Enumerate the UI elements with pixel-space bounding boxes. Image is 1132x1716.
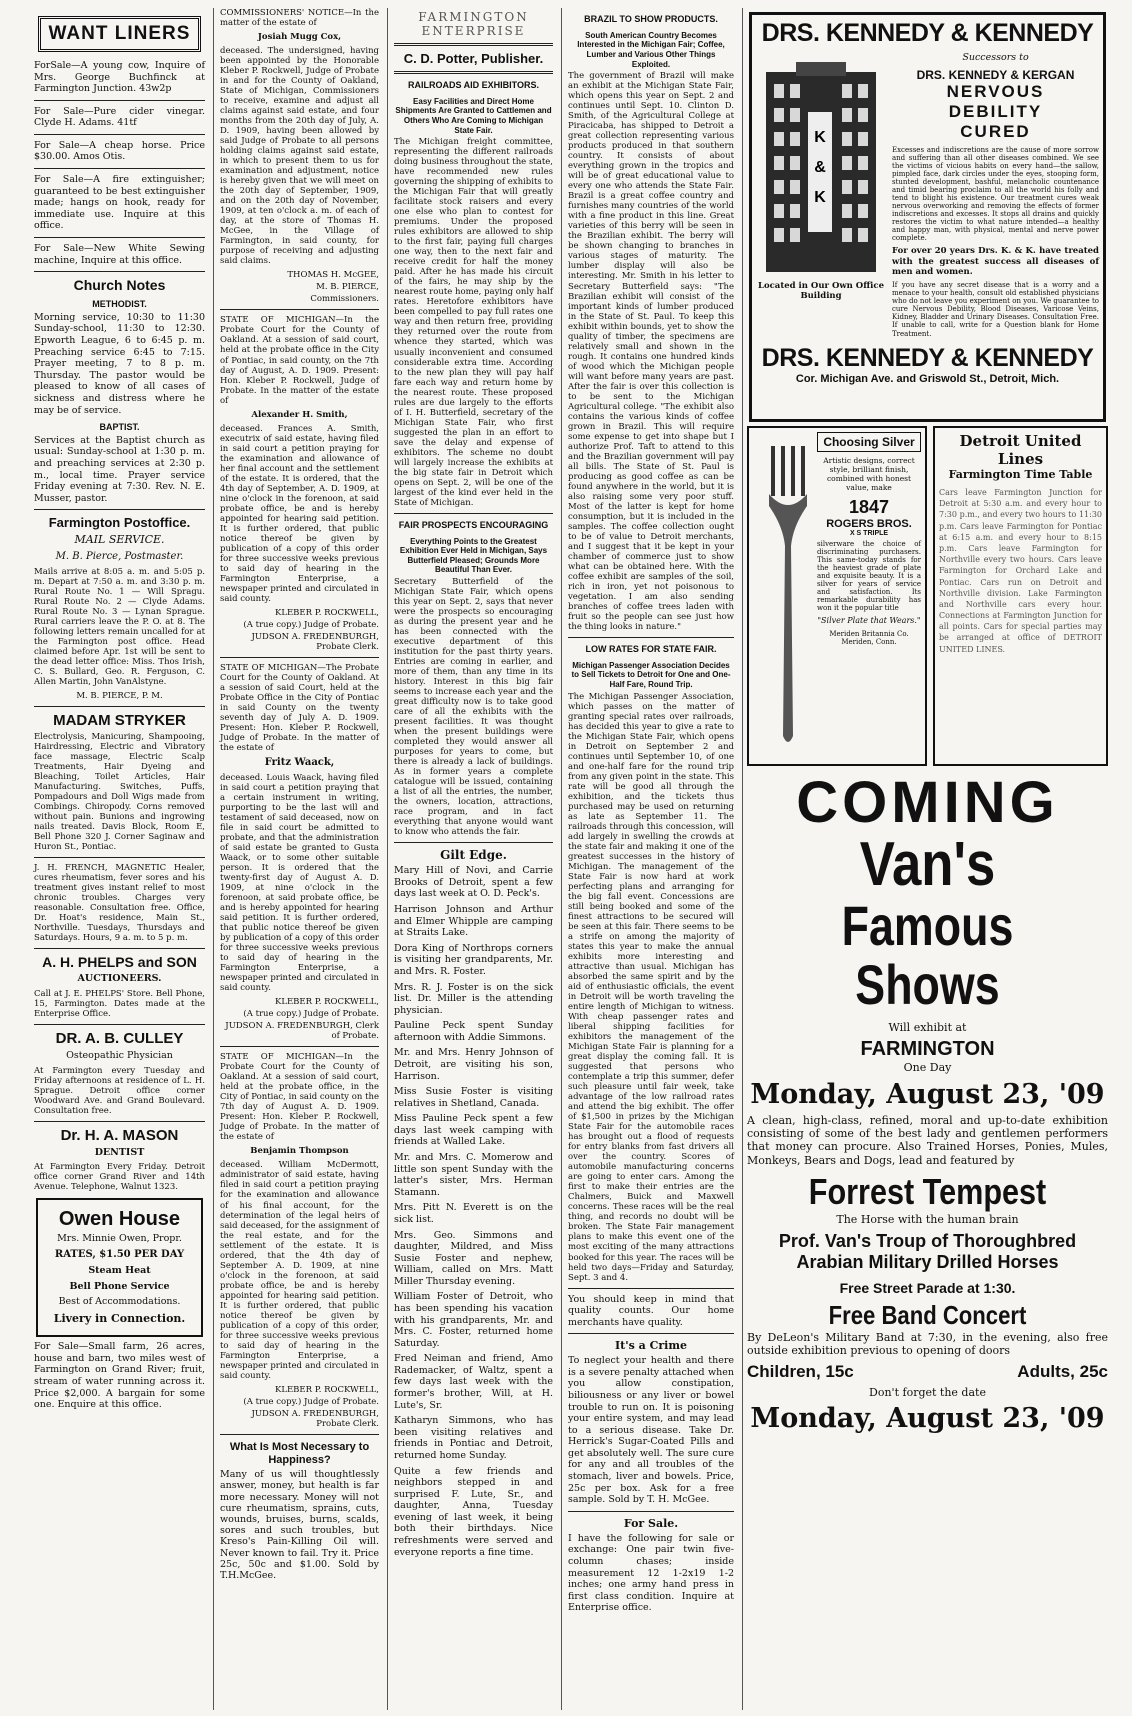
column-3	[387, 8, 559, 1710]
children-price: Children, 15c	[747, 1361, 854, 1381]
divider	[34, 168, 205, 169]
owen-house-ad	[36, 1198, 203, 1337]
gilt-edge-item: Katharyn Simmons, who has been visiting relatives and friends in Pontiac and Detroit, returned home Sunday.	[394, 1415, 553, 1461]
dul-subheading: Farmington Time Table	[948, 468, 1093, 481]
mason-subheading: DENTIST	[94, 1146, 145, 1158]
divider	[34, 706, 205, 707]
kennedy-previous-firm: DRS. KENNEDY & KERGAN	[916, 67, 1075, 82]
want-liners-heading: WANT LINERS	[38, 16, 201, 52]
silver-brand: ROGERS BROS.	[826, 517, 912, 530]
thompson-signature-2: (A true copy.) Judge of Probate.	[243, 1396, 379, 1407]
postmaster-name: M. B. Pierce, Postmaster.	[55, 550, 184, 562]
kennedy-successors: Successors to	[962, 52, 1029, 63]
thompson-signature-1: KLEBER P. ROCKWELL,	[274, 1384, 379, 1395]
gilt-edge-item: William Foster of Detroit, who has been spending his vacation with his grandparents, Mr. and Mrs. C. Foster, returned home Saturday.	[394, 1291, 553, 1349]
vans-heading: Van's	[859, 830, 996, 899]
culley-text: At Farmington every Tuesday and Friday afternoons at residence of L. H. Sprague. Detroit office corner Woodward Ave. and Grand Boulevard. Consultation free.	[34, 1065, 205, 1116]
kennedy-guarantee: If you have any secret disease that is a worry and a menace to your health, consult old established physicians who do not leave you experiment on you. We guarantee to cure Nervous Debility, Blood Diseases, Varicose Veins, Kidney, Bladder and Urinary Diseases. Consultation Free. If unable to call, write for a Question blank for Home Treatment.	[892, 281, 1099, 338]
french-text: J. H. FRENCH, MAGNETIC Healer, cures rheumatism, fever sores and his treatment gives instant relief to most chronic troubles. Charges very reasonable. Consultation free. Office, Dr. Hoat's residence, Main St., Northville. Tuesdays, Thursdays and Saturdays. Hours, 9 a. m. to 5 p. m.	[34, 863, 205, 944]
farm-sale-ad: For Sale—Small farm, 26 acres, house and barn, two miles west of Farmington on Grand River; fruit, stream of water running across it. Price $2,000. A bargain for some one. Enquire at this office.	[34, 1341, 205, 1411]
waack-text: deceased. Louis Waack, having filed in said court a petition praying that a certain instrument in writing, purporting to be the last will and testament of said deceased, now on file in said court be admitted to probate, and that the administration of said estate be granted to Gusta Waack, or to some other suitable person. It is ordered that the twenty-first day of August A. D. 1909, at nine o'clock in the forenoon, at said probate office, be and is hereby appointed for hearing said petition. It is further ordered, that public notice thereof be given by publication of a copy of this order for three successive weeks previous to said day of hearing in the Farmington Enterprise, a newspaper printed and circulated in said county.	[220, 772, 379, 994]
owen-proprietor: Mrs. Minnie Owen, Propr.	[57, 1233, 182, 1245]
divider	[394, 513, 553, 514]
column-1	[28, 8, 211, 1710]
gilt-edge-item: Mary Hill of Novi, and Carrie Brooks of Detroit, spent a few days last week at O. D. Peck's.	[394, 865, 553, 900]
mail-text: Mails arrive at 8:05 a. m. and 5:05 p. m. Depart at 7:50 a. m. and 3:30 p. m. Rural Route No. 1 — Will Spragu. Rural Route No. 2 — Clyde Adams. Rural Route No. 3 — Lynan Sprague. Rural carriers leave the P. O. at 8. The following letters remain uncalled for at the Farmington post office. Head claimed before Apr. 1st will be sent to the dead letter office: Miss. Thos Irish, C. S. Bullard, Geo. R. Ferguson, C. Allen Martin, John VanAlstyne.	[34, 566, 205, 688]
divider	[220, 1046, 379, 1047]
smith-intro: STATE OF MICHIGAN—In the Probate Court for the County of Oakland. At a session of said court, held at the probate office in the City of Pontiac, in said county, on the 7th day of August, A. D. 1909. Present: Hon. Kleber P. Rockwell, Judge of Probate. In the matter of the estate of	[220, 315, 379, 406]
band-concert-heading: Free Band Concert	[828, 1299, 1027, 1330]
divider	[568, 1333, 734, 1334]
gilt-edge-list	[394, 865, 553, 1558]
owen-steam-heat: Steam Heat	[88, 1265, 151, 1277]
culley-subheading: Osteopathic Physician	[66, 1050, 173, 1062]
column-2	[213, 8, 385, 1710]
dul-schedule: Cars leave Farmington Junction for Detroit at 5:30 a.m. and every hour to 7:30 p.m., and every two hours to 11:30 p.m. Cars leave Farmington for Pontiac at 6:15 a.m. and every hour to 8:15 p.m. Cars leave Farmington for Northville every two hours. Cars leave Farmington for Orchard Lake and Pontiac. Cars run on Detroit and Northville division. Lake Farmington and Northville cars every hour. Connections at Farmington Junction for all points. Cars for special parties may be arranged at office of DETROIT UNITED LINES.	[939, 488, 1102, 654]
divider	[34, 134, 205, 135]
column-4	[561, 8, 740, 1710]
silver-triple: X S TRIPLE	[849, 529, 889, 537]
classified-ad: ForSale—A young cow, Inquire of Mrs. George Buchfinck at Farmington Junction. 43w2p	[34, 60, 205, 95]
divider	[34, 237, 205, 238]
waack-estate-name: Fritz Waack,	[264, 757, 335, 769]
baptist-label: BAPTIST.	[99, 422, 140, 433]
notice-heading: COMMISSIONERS' NOTICE—In the matter of the estate of	[220, 8, 379, 29]
brazil-text: The government of Brazil will make an exhibit at the Michigan State Fair, which opens this year on Sept. 2 and continues until Sept. 10. Clinton D. Smith, of the Agricultural College at Piracicaba, has shipped to Detroit a great collection representing various products produced in that southern country. It consists of about everything grown in the tropics and will be of great educational value to every one who attends the State Fair. Brazil is a great coffee country and furnishes many countries of the world with a fine product in this line. Great varieties of this berry will be seen in the Brazilian exhibit. The berry will be shown changing to branches in various stages of maturity. The lumber display will also be interesting. Mr. Smith in his letter to Secretary Butterfield says: "The Brazilian exhibit will consist of the important kinds of lumber produced in the State of St. Paul. To keep this exhibit within bounds, yet to show the quality of timber, the specimens are relatively small and shown in the rough. It contains one hundred kinds of wood which the Michigan people will want before many years are past. After the fair is over this collection is to be sent to the Michigan Agricultural college. "The exhibit also contains the various kinds of coffee grown in Brazil. This will require some expense to get into shape but I authorize Prof. Taft to attend to this and the Brazilian government will pay all bills. The State of St. Paul is producing as good coffee as can be found anywhere in the world, but it is also raising some very poor stuff. Most of the latter is kept for home consumption, but it is included in the samples. The coffee collection ought to be of value to Detroit merchants, and I suggest that it be kept in your chamber of commerce just to show what can be obtained here. With the coffee exhibit are samples of the soil, rich in iron, yet not poisonous to vegetation. I am also sending branches of coffee trees laden with fruit so the people can see just how the thing looks in nature."	[568, 71, 734, 633]
band-concert-text: By DeLeon's Military Band at 7:30, in the evening, also free outside exhibition previous to opening of doors	[747, 1330, 1108, 1358]
fork-icon	[753, 436, 823, 756]
waack-intro: STATE OF MICHIGAN—The Probate Court for the County of Oakland. At a session of said Court, held at the Probate Office in the City of Pontiac in said County on the twenty seventh day of July A. D. 1909. Present: Hon. Kleber P. Rockwell, Judge of Probate. In the matter of the estate of	[220, 662, 379, 754]
crime-text: To neglect your health and there is a severe penalty attached when you allow constipation, biliousness or any liver or bowel trouble to run on. It is poisoning your entire system, and may lead to a serious disease. Take Dr. Herrick's Sugar-Coated Pills and get absolutely well. The sure cure for any and all troubles of the stomach, liver and bowels. Price, 25c per box. Ask for a free sample. Sold by T. H. McGee.	[568, 1355, 734, 1506]
classified-ad: For Sale—A cheap horse. Price $30.00. Amos Otis.	[34, 139, 205, 163]
show-date-bottom: Monday, August 23, '09	[750, 1402, 1105, 1434]
mail-service-label: MAIL SERVICE.	[74, 533, 165, 547]
svg-text:K: K	[814, 129, 826, 146]
gilt-edge-item: Miss Susie Foster is visiting relatives in Shetland, Canada.	[394, 1086, 553, 1109]
divider	[220, 1434, 379, 1435]
divider	[34, 509, 205, 510]
owen-accommodations: Best of Accommodations.	[58, 1296, 181, 1308]
gilt-edge-item: Mrs. Pitt N. Everett is on the sick list.	[394, 1202, 553, 1225]
owen-house-heading: Owen House	[58, 1208, 181, 1231]
divider	[34, 100, 205, 101]
divider	[220, 657, 379, 658]
mail-signature: M. B. PIERCE, P. M.	[76, 691, 163, 702]
kennedy-debility: DEBILITY	[948, 101, 1043, 121]
gilt-edge-item: Mrs. Geo. Simmons and daughter, Mildred, and Miss Susie Foster and nephew, William, called on Mrs. Matt Miller Thursday evening.	[394, 1229, 553, 1287]
divider	[34, 857, 205, 858]
publisher-line: C. D. Potter, Publisher.	[403, 51, 544, 66]
divider	[34, 1024, 205, 1025]
culley-heading: DR. A. B. CULLEY	[55, 1030, 184, 1048]
phelps-subheading: AUCTIONEERS.	[77, 973, 162, 985]
church-notes-heading: Church Notes	[73, 277, 166, 294]
divider	[568, 1511, 734, 1512]
horse-tagline: The Horse with the human brain	[836, 1213, 1019, 1227]
divider	[394, 71, 553, 74]
gilt-edge-item: Miss Pauline Peck spent a few days last week camping with friends at Walled Lake.	[394, 1113, 553, 1148]
brazil-subheading: South American Country Becomes Interested in the Michigan Fair; Coffee, Lumber and Various Other Things Exploited.	[577, 30, 725, 69]
crime-heading: It's a Crime	[615, 1339, 687, 1353]
fair-prospects-subheading: Everything Points to the Greatest Exhibition Ever Held in Michigan, Says Butterfield Pleased; Grounds More Beautiful Than Ever.	[399, 536, 548, 575]
notice-signature-3: Commissioners.	[310, 294, 379, 305]
divider	[568, 1288, 734, 1289]
happiness-text: Many of us will thoughtlessly answer, money, but health is far more necessary. Money will not cure rheumatism, sprains, cuts, wounds, bruises, burns, scalds, sores and such troubles, but Kreso's Pain-Killing Oil will. Never known to fail. Try it. Price 25c, 50c and $1.00. Sold by T.H.McGee.	[220, 1469, 379, 1582]
classified-ad: For Sale—A fire extinguisher; guaranteed to be best extinguisher made; hangs on hook, ready for immediate use. Inquire at this office.	[34, 174, 205, 232]
waack-signature-2: (A true copy.) Judge of Probate.	[243, 1009, 379, 1020]
stryker-heading: MADAM STRYKER	[53, 712, 186, 730]
svg-text:&: &	[814, 159, 826, 176]
kennedy-text: Excesses and indiscretions are the cause of more sorrow and suffering than all other diseases combined. We see the victims of vicious habits on every hand—the sallow, pimpled face, dark circles under the eyes, stooping form, stunted development, bashful, melancholic countenance and timid bearing proclaim to all the world his folly and tend to blight his existence. Our treatment cures weak nervous overworking and removing the effects of former indiscretions and excesses. It stops all drains and quickly restores the victim to what nature intended—a healthy and happy man, with physical, mental and nerve power complete.	[892, 145, 1099, 243]
notice-signature-1: THOMAS H. McGEE,	[287, 270, 379, 281]
gilt-edge-item: Mr. and Mrs. Henry Johnson of Detroit, are visiting his son, Harrison.	[394, 1047, 553, 1082]
notice-signature-2: M. B. PIERCE,	[316, 282, 379, 293]
gilt-edge-item: Mr. and Mrs. C. Momerow and little son spent Sunday with the latter's sister, Mrs. Herman Stamann.	[394, 1152, 553, 1198]
thompson-signature-3: JUDSON A. FREDENBURGH, Probate Clerk.	[251, 1408, 379, 1429]
kennedy-cured: CURED	[960, 121, 1031, 141]
gilt-edge-heading: Gilt Edge.	[440, 848, 507, 863]
divider	[568, 637, 734, 638]
baptist-text: Services at the Baptist church as usual: Sunday-school at 1:30 p. m. and preaching services at 2:30 p. m., local time. Prayer service Friday evening at 7:30. Rev. N. E. Musser, pastor.	[34, 434, 205, 504]
owen-phone: Bell Phone Service	[69, 1280, 170, 1292]
show-date: Monday, August 23, '09	[750, 1078, 1105, 1110]
rogers-silver-ad	[747, 426, 927, 766]
kennedy-title: DRS. KENNEDY & KENNEDY	[761, 19, 1094, 47]
smith-signature-3: JUDSON A. FREDENBURGH, Probate Clerk.	[251, 631, 379, 652]
dont-forget: Don't forget the date	[869, 1385, 986, 1399]
will-exhibit: Will exhibit at	[888, 1020, 967, 1034]
silver-heading: Choosing Silver	[817, 432, 921, 452]
phelps-heading: A. H. PHELPS and SON	[42, 954, 197, 971]
kennedy-bottom-title: DRS. KENNEDY & KENNEDY	[761, 343, 1094, 372]
happiness-heading: What Is Most Necessary to Happiness?	[229, 1440, 370, 1467]
detroit-united-lines-ad	[933, 426, 1108, 766]
railroads-text: The Michigan freight committee, representing the different railroads doing business throughout the state, have recommended new rules governing the shipping of exhibits to the Michigan Fair that will greatly facilitate stock raisers and every one else who plan to contest for premiums. Under the proposed rules exhibitors are allowed to ship to the first fair, paying full charges one way, then to the next fair and receive credit for half the money paid. After he has made his circuit of the fairs, he may ship by the nearest route home, paying only half rates. Heretofore exhibitors have been compelled to pay full rates one way and then return free, providing they returned over the route from whence they started, which was usually inconvenient and consumed considerable extra time. According to the new plan they will pay half fare each way and return home by the nearest route. These proposed rules are due largely to the efforts of I. H. Butterfield, secretary of the Michigan State Fair, who first suggested the plan in an effort to save the delay and expense of exhibitors. The scheme no doubt will largely increase the exhibits at the big state fair in Detroit which opens on Sept. 2, will be one of the largest of the kind ever held in the State of Michigan.	[394, 137, 553, 508]
railroads-heading: RAILROADS AID EXHIBITORS.	[407, 80, 539, 90]
owen-livery: Livery in Connection.	[53, 1311, 186, 1325]
adults-price: Adults, 25c	[1017, 1361, 1108, 1381]
divider	[220, 309, 379, 310]
street-parade: Free Street Parade at 1:30.	[839, 1279, 1016, 1296]
gilt-edge-item: Fred Neiman and friend, Amo Rademacker, of Waltz, spent a few days last week with the former's brother, Will, at H. Lute's, Sr.	[394, 1353, 553, 1411]
mason-text: At Farmington Every Friday. Detroit office corner Grand River and 14th Avenue. Telephone, Walnut 1323.	[34, 1162, 205, 1193]
silver-details: silverware the choice of discriminating purchasers. This same-today stands for the heaviest grade of plate and exquisite beauty. It is a silver for years of service and satisfaction. Its remarkable durability has won it the popular title	[817, 539, 921, 612]
quality-text: You should keep in mind that quality counts. Our home merchants have quality.	[568, 1293, 734, 1328]
owen-rates: RATES, $1.50 PER DAY	[54, 1248, 185, 1260]
troupe-heading: Prof. Van's Troup of Thoroughbred Arabian Military Drilled Horses	[778, 1230, 1077, 1273]
railroads-subheading: Easy Facilities and Direct Home Shipments Are Granted to Cattlemen and Others Who Are Coming to Michigan State Fair.	[395, 96, 552, 135]
show-description: A clean, high-class, refined, moral and up-to-date exhibition consisting of some of the best lady and gentlemen performers that money can procure. Also Trained Horses, Ponies, Mules, Monkeys, Bears and Dogs, lead and featured by	[747, 1113, 1108, 1167]
for-sale-text: I have the following for sale or exchange: One pair twin five-column chases; inside measurement 12 1-2x19 1-2 inches; one army hand press in first class condition. Inquire at Enterprise office.	[568, 1532, 734, 1614]
divider	[34, 948, 205, 949]
svg-text:K: K	[814, 189, 826, 206]
thompson-estate-name: Benjamin Thompson	[250, 1146, 349, 1157]
methodist-label: METHODIST.	[92, 299, 147, 310]
famous-shows-heading: Famous Shows	[841, 894, 1014, 1016]
masthead: FARMINGTON ENTERPRISE	[418, 10, 529, 38]
farmington-heading: FARMINGTON	[860, 1038, 995, 1061]
waack-signature-1: KLEBER P. ROCKWELL,	[274, 997, 379, 1008]
gilt-edge-item: Harrison Johnson and Arthur and Elmer Whipple are camping at Straits Lake.	[394, 904, 553, 939]
column-5	[742, 8, 1112, 1710]
gilt-edge-item: Quite a few friends and neighbors stepped in and surprised F. Lute, Sr., and daughter, Anna, Tuesday evening of last week, it being both their birthdays. Nice refreshments were served and everyone reports a fine time.	[394, 1465, 553, 1558]
low-rates-heading: LOW RATES FOR STATE FAIR.	[585, 644, 717, 655]
low-rates-subheading: Michigan Passenger Association Decides to Sell Tickets to Detroit for One and One-Half Fare, Round Trip.	[571, 660, 731, 690]
kennedy-address: Cor. Michigan Ave. and Griswold St., Detroit, Mich.	[795, 372, 1060, 385]
silver-intro: Artistic designs, correct style, brilliant finish, combined with honest value, make	[823, 456, 915, 493]
notice-text: deceased. The undersigned, having been appointed by the Honorable Kleber P. Rockwell, Judge of Probate in and for the County of Oakland, State of Michigan, Commissioners to receive, examine and adjust all claims against said estate, and four months from the 20th day of July, A. D. 1909, having been allowed by said Judge of Probate to all persons holding claims against said estate, in which to present them to us for examination and adjustment, notice is hereby given that we will meet on the 20th day of September, 1909, and on the 20th day of November, 1909, at ten o'clock a. m. of each of day, at the store of Thomas H. McGee, in the Village of Farmington, in said county, for purpose of receiving and adjusting said claims.	[220, 46, 379, 267]
gilt-edge-item: Mrs. R. J. Foster is on the sick list. Dr. Miller is the attending physician.	[394, 981, 553, 1016]
kennedy-nervous: NERVOUS	[946, 81, 1045, 101]
gilt-edge-item: Dora King of Northrops corners is visiting her grandparents, Mr. and Mrs. R. Foster.	[394, 942, 553, 977]
thompson-intro: STATE OF MICHIGAN—In the Probate Court for the County of Oakland. At a session of said court, held at the probate office, in the City of Pontiac, in said county on the 7th day of August A. D. 1909. Present: Hon. Kleber P. Rockwell, Judge of Probate. In the matter of the estate of	[220, 1052, 379, 1143]
fair-prospects-text: Secretary Butterfield of the Michigan State Fair, which opens this year on Sept. 2, says that never were the prospects so encouraging as during the present year and he has been connected with the executive department of this institution for the past thirty years. Entries are coming in earlier, and more of them, than any time in its history. Interest in this big fair seems to increase each year and the great difficulty now is to take good care of all the exhibits with the present facilities. It was thought when the present buildings were completed they would answer all purposes for years to come, but there is already a lack of buildings. As in former years a complete catalogue will be issued, containing a list of all the entries, the number, the owners, location, attractions, race program, and in fact everything that anyone would want to know who attends the fair.	[394, 576, 553, 838]
silver-title: "Silver Plate that Wears."	[817, 615, 921, 625]
stryker-text: Electrolysis, Manicuring, Shampooing, Hairdressing, Electric and Vibratory face massage, Electric Scalp Treatments, Hair Dyeing and Bleaching, Toilet Articles, Hair Manufacturing. Switches, Puffs, Pompadours and Doll Wigs made from Combings. Chiropody. Corns removed without pain. Bunions and ingrowing nails treated. Davis Block, Room E, Bell Phone 320 J. Corner Saginaw and Huron St., Pontiac.	[34, 732, 205, 853]
divider	[394, 842, 553, 843]
low-rates-text: The Michigan Passenger Association, which passes on the matter of granting special rates over railroads, has decided this year to give a rate to the Michigan State Fair, which opens in Detroit on September 2 and continues until September 10, of one and one-half fare for the round trip from any given point in the state. This rate will be good all through the exhibition, and the tickets thus purchased may be used on returning as late as September 11. The railroads through this concession, will add largely in swelling the crowds at the state fair and making it one of the greatest successes in the history of Michigan. The management of the State Fair is now hard at work perfecting plans and arranging for the big fall event. Concessions are still being booked and some of the finest attractions to be secured will be seen at this fair. There seems to be a strife on among the majority of states this year to make the annual exhibits more interesting and attractive than usual. Michigan has absorbed the same spirit and by the aid of enthusiastic officials, the event in Detroit will be worth traveling the entire length of Michigan to witness. With cheap passenger rates and liberal shipping facilities for exhibitors the management of the Michigan State Fair is planning for a great display the coming fall. It is suggested that persons who contemplate a trip this summer, defer such pleasure until fair week, take advantage of the low railroad rates and attend the big exhibit. The offer of $1,500 in prizes by the Michigan State Fair for the automobile races has brought out a flood of requests for entry blanks from fast drivers all over the country. Scores of automobile manufacturing concerns are going to enter cars. Among the first to make their entries are the Chalmers, Buick and Maxwell concerns. These races will be the real thing, and records no doubt will be broken. The State Fair management plans to make this event one of the most exciting of the many attractions booked for this year. The races will be held two days—Friday and Saturday, Sept. 3 and 4.	[568, 691, 734, 1283]
divider	[34, 271, 205, 272]
classified-ad: For Sale—Pure cider vinegar. Clyde H. Adams. 41tf	[34, 105, 205, 129]
for-sale-heading: For Sale.	[623, 1516, 679, 1530]
notice-estate-name: Josiah Mugg Cox,	[257, 32, 342, 43]
forrest-tempest-heading: Forrest Tempest	[808, 1171, 1047, 1213]
kennedy-building-caption: Located in Our Own Office Building	[757, 281, 884, 302]
coming-heading: COMING	[796, 770, 1059, 835]
smith-text: deceased. Frances A. Smith, executrix of said estate, having filed in said court a petition praying for the examination and allowance of her final account and the settlement of the estate. It is ordered, that the 4th day of September, A. D. 1909, at nine o'clock in the forenoon, at said probate office, be and is hereby appointed for hearing said petition. It is further ordered, that public notice thereof be given by publication of a copy of this order for three successive weeks previous to said day of hearing in the Farmington Enterprise, a newspaper printed and circulated in said county.	[220, 423, 379, 604]
waack-signature-3: JUDSON A. FREDENBURGH, Clerk of Probate.	[225, 1021, 379, 1042]
gilt-edge-item: Pauline Peck spent Sunday afternoon with Addie Simmons.	[394, 1020, 553, 1043]
thompson-text: deceased. William McDermott, administrator of said estate, having filed in said court a petition praying for the examination and allowance of his final account, for the determination of the legal heirs of said deceased, for the assignment of the real estate, and for the settlement of the estate. It is ordered, that the 4th day of September A. D. 1909, at nine o'clock in the forenoon, at said probate office, be and is hereby appointed for hearing said petition. It is further ordered, that public notice thereof be given by publication of a copy of this order, for three successive weeks previous to said day of hearing in the Farmington Enterprise, a newspaper printed and circulated in said county.	[220, 1160, 379, 1381]
smith-signature-2: (A true copy.) Judge of Probate.	[243, 619, 379, 630]
office-building-illustration	[756, 52, 886, 277]
smith-estate-name: Alexander H. Smith,	[251, 409, 348, 420]
postoffice-heading: Farmington Postoffice.	[48, 515, 191, 531]
vans-shows-ad	[747, 770, 1108, 1434]
mason-heading: Dr. H. A. MASON	[60, 1126, 179, 1144]
one-day: One Day	[903, 1061, 952, 1075]
kennedy-ad	[749, 12, 1106, 422]
divider	[34, 1121, 205, 1122]
dul-heading: Detroit United Lines	[959, 432, 1082, 468]
silver-year: 1847	[848, 496, 890, 517]
fair-prospects-heading: FAIR PROSPECTS ENCOURAGING	[398, 519, 549, 530]
silver-maker: Meriden Britannia Co. Meriden, Conn.	[829, 629, 909, 647]
methodist-text: Morning service, 10:30 to 11:30 Sunday-school, 11:30 to 12:30. Epworth League, 6 to 6:45 p. m. Preaching service 6:45 to 7:15. Prayer meeting, 7 to 8 p. m. Thursday. The pastor would be pleased to know of all cases of sickness and distress where he may be of service.	[34, 311, 205, 416]
phelps-text: Call at J. E. PHELPS' Store. Bell Phone, 15, Farmington. Dates made at the Enterprise Office.	[34, 989, 205, 1020]
classified-ad: For Sale—New White Sewing machine, Inquire at this office.	[34, 242, 205, 266]
divider	[394, 43, 553, 46]
kennedy-twenty-years: For over 20 years Drs. K. & K. have treated with the greatest success all diseases of men and women.	[892, 246, 1099, 277]
smith-signature-1: KLEBER P. ROCKWELL,	[274, 607, 379, 618]
brazil-heading: BRAZIL TO SHOW PRODUCTS.	[584, 14, 718, 24]
